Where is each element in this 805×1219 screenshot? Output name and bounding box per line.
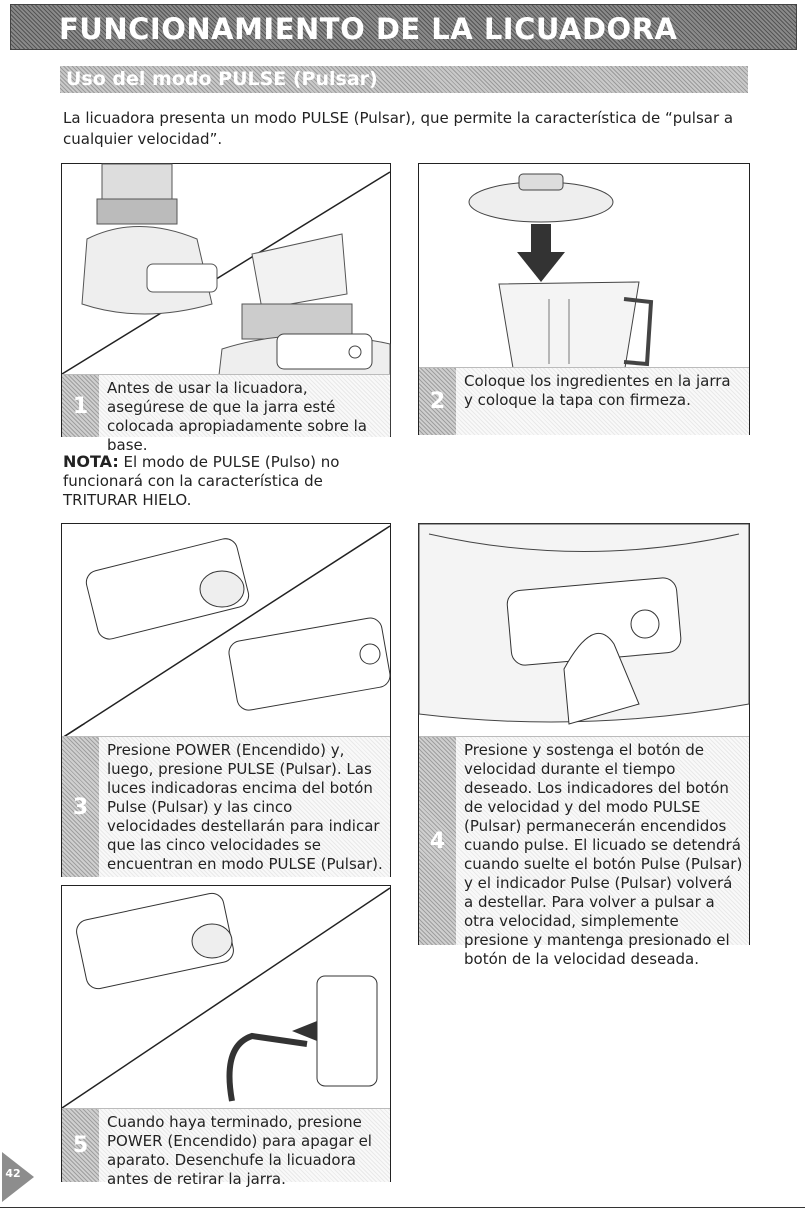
note xyxy=(63,452,363,510)
section-band xyxy=(60,66,748,93)
step-text: Presione POWER (Encendido) y, luego, presione PULSE (Pulsar). Las luces indicadoras encima del botón Pulse (Pulsar) y las cinco velocidades destellarán para indicar que las cinco velocidades se encuentran en modo PULSE (Pulsar). xyxy=(107,741,383,873)
intro-paragraph: La licuadora presenta un modo PULSE (Pulsar), que permite la característica de “pulsar a cualquier velocidad”. xyxy=(63,109,734,148)
illustration-step-1 xyxy=(61,163,391,454)
down-arrow-icon xyxy=(517,252,565,282)
illustration-step-2 xyxy=(418,163,750,435)
step-2 xyxy=(419,367,749,435)
illustration-step-5 xyxy=(61,885,391,1188)
step-text: Antes de usar la licuadora, asegúrese de que la jarra esté colocada apropiadamente sobre la base. xyxy=(107,379,367,454)
step-text: Presione y sostenga el botón de velocidad durante el tiempo deseado. Los indicadores del botón de velocidad y del modo PULSE (Pulsar) permanecerán encendidos cuando pulse. El licuado se detendrá cuando suelte el botón Pulse (Pulsar) y el indicador Pulse (Pulsar) volverá a destellar. Para volver a pulsar a otra velocidad, simplemente presione y mantenga presionado el botón de la velocidad deseada. xyxy=(464,741,743,968)
step-text: Coloque los ingredientes en la jarra y coloque la tapa con firmeza. xyxy=(464,372,731,409)
left-arrow-icon xyxy=(292,1021,317,1041)
step-number: 1 xyxy=(62,375,99,437)
illustration-step-3 xyxy=(61,523,391,877)
illustration-step-4 xyxy=(418,523,750,968)
header-band xyxy=(10,4,797,50)
section-title: Uso del modo PULSE (Pulsar) xyxy=(66,68,378,90)
note-text: El modo de PULSE (Pulso) no funcionará con la característica de TRITURAR HIELO. xyxy=(63,453,340,509)
step-4 xyxy=(419,736,749,968)
step-1 xyxy=(62,374,390,454)
step-3 xyxy=(62,736,390,877)
step-number: 4 xyxy=(419,737,456,945)
page-title: FUNCIONAMIENTO DE LA LICUADORA xyxy=(59,12,678,46)
page-number: 42 xyxy=(5,1167,21,1180)
step-number: 5 xyxy=(62,1109,99,1182)
step-number: 3 xyxy=(62,737,99,877)
step-number: 2 xyxy=(419,368,456,435)
step-text: Cuando haya terminado, presione POWER (Encendido) para apagar el aparato. Desenchufe la licuadora antes de retirar la jarra. xyxy=(107,1113,372,1188)
note-label: NOTA: xyxy=(63,452,119,471)
bottom-rule xyxy=(0,1207,805,1208)
hand-pressing-illustration xyxy=(419,524,749,734)
step-5 xyxy=(62,1108,390,1188)
unplug-illustration xyxy=(62,886,390,1108)
